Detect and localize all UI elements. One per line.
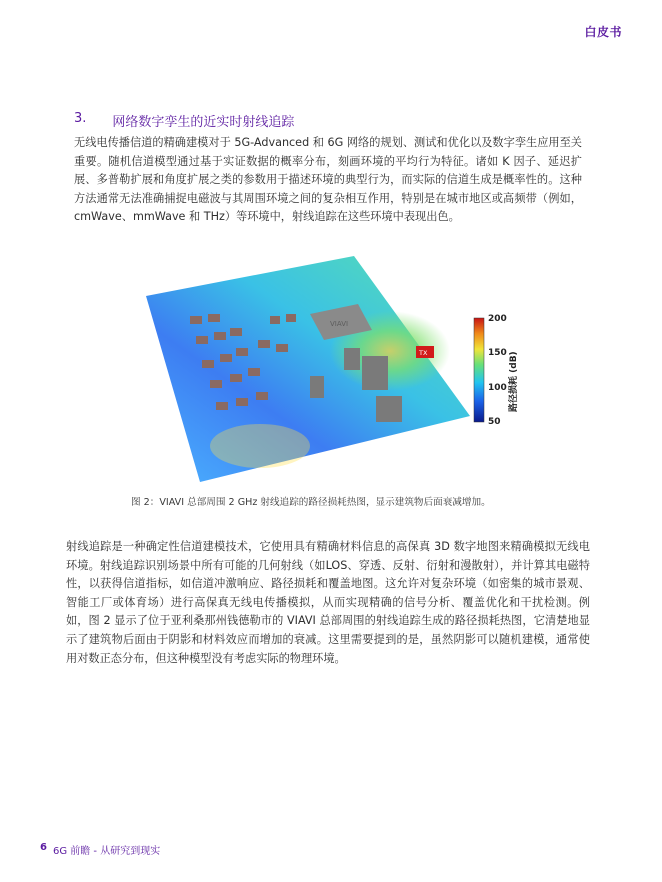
page-footer [40,842,160,857]
building-label: VIAVI [330,320,349,328]
body-paragraph: 射线追踪是一种确定性信道建模技术，它使用具有精确材料信息的高保真 3D 数字地图来精确模拟无线电环境。射线追踪识别场景中所有可能的几何射线（如LOS、穿透、反射、衍射和漫散射），并计算其电磁特性，以获得信道指标，如信道冲激响应、路径损耗和覆盖地图。这允许对复杂环境（如密集的城市景观、智能工厂或体育场）进行高保真无线电传播模拟，从而实现精确的信号分析、覆盖优化和干扰检测。例如，图 2 显示了位于亚利桑那州钱德勒市的 VIAVI 总部周围的射线追踪生成的路径损耗热图，它清楚地显示了建筑物后面由于阴影和材料效应而增加的衰减。这里需要提到的是，虽然阴影可以随机建模，通常使用对数正态分布，但这种模型没有考虑实际的物理环境。 [66,540,590,665]
colorbar-tick-150: 150 [488,348,507,358]
colorbar-tick-200: 200 [488,314,507,324]
colorbar [474,318,484,422]
section-heading [74,111,294,130]
document-title: 6G 前瞻 - 从研究到现实 [52,846,161,857]
document-type-tag: 白皮书 [584,25,622,39]
tx-label: TX [419,349,428,357]
page-number: 6 [40,842,47,853]
colorbar-tick-100: 100 [488,383,507,393]
intro-paragraph: 无线电传播信道的精确建模对于 5G-Advanced 和 6G 网络的规划、测试和优化以及数字孪生应用至关重要。随机信道模型通过基于实证数据的概率分布，刻画环境的平均行为特征。诸如 K 因子、延迟扩展、多普勒扩展和角度扩展之类的参数用于描述环境的典型行为，而实际的信道生成是概率性的。这种方法通常无法准确捕捉电磁波与其周围环境之间的复杂相互作用，特别是在城市地区或高频带（例如，cmWave、mmWave 和 THz）等环境中，射线追踪在这些环境中表现出色。 [74,136,582,224]
pathloss-heatmap-figure [140,256,520,486]
colorbar-title: 路径损耗 (dB) [509,351,519,412]
figure-caption: 图 2：VIAVI 总部周围 2 GHz 射线追踪的路径损耗热图，显示建筑物后面衰减增加。 [131,497,491,508]
section-title: 网络数字孪生的近实时射线追踪 [112,115,295,130]
colorbar-tick-50: 50 [488,417,501,427]
section-number: 3. [74,111,87,126]
